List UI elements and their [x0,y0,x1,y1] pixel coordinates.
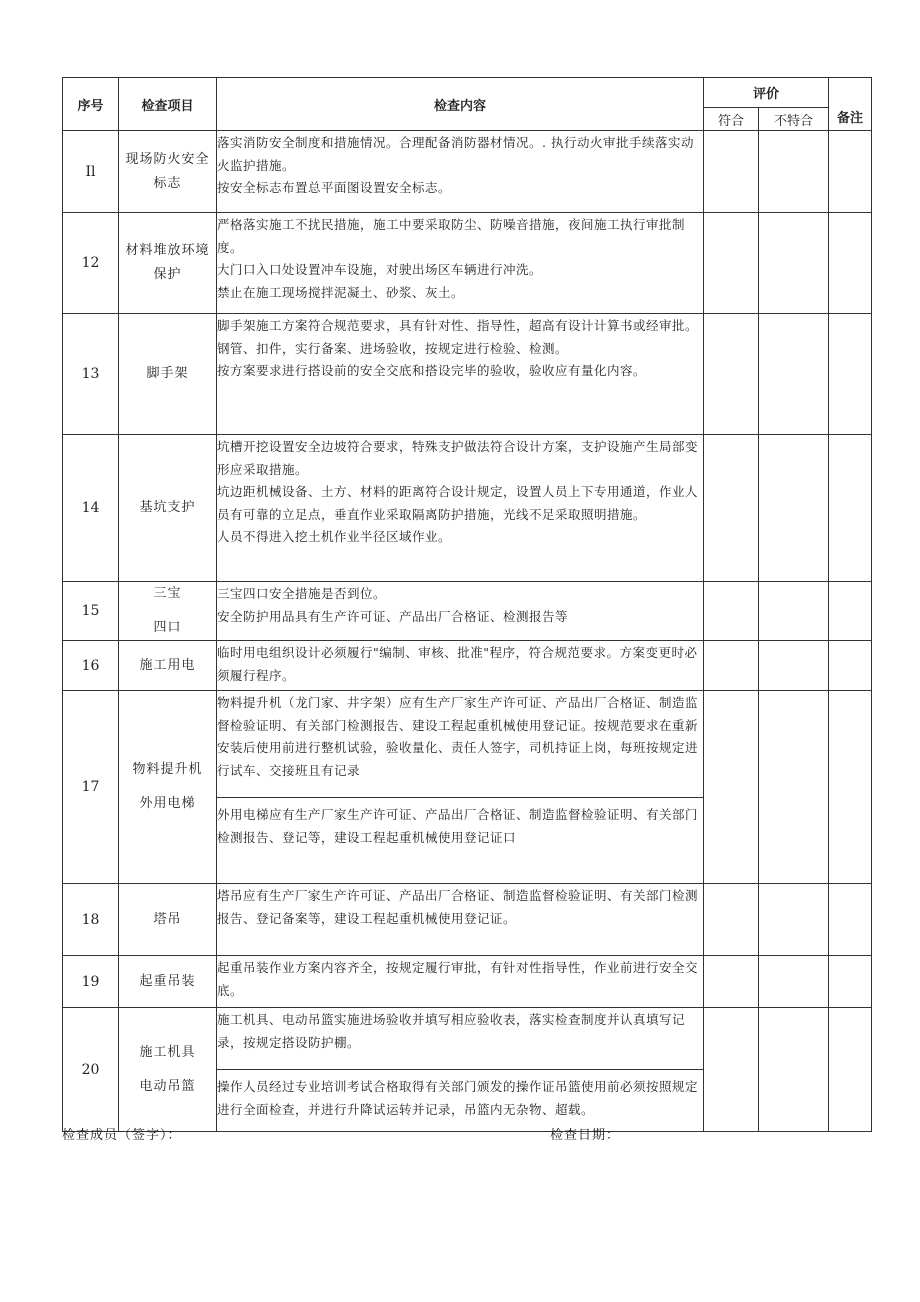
header-evaluation: 评价 [704,78,829,108]
check-content-line: 施工机具、电动吊篮实施进场验收并填写相应验收表，落实检查制度并认真填写记录，按规定搭设防护棚。 [217,1012,686,1050]
check-content-group [217,213,703,305]
check-content-group [217,1069,703,1122]
header-not-conform: 不特合 [759,108,829,131]
row-number: 17 [63,691,119,884]
conform-cell[interactable] [704,641,759,691]
check-content-line: 钢管、扣件，实行备案、进场验收，按规定进行检验、检测。 [217,340,569,356]
row-number: 19 [63,956,119,1008]
check-content-line: 安全防护用品具有生产许可证、产品出厂合格证、检测报告等 [217,608,569,624]
check-item [119,131,217,213]
conform-cell[interactable] [704,131,759,213]
check-content-line: 按安全标志布置总平面图设置安全标志。 [217,180,452,195]
not-conform-cell[interactable] [759,435,829,582]
check-item-line: 物料提升机 [132,762,203,777]
check-content-line: 大门口入口处设置冲车设施，对驶出场区车辆进行冲洗。 [217,262,543,277]
check-content [217,582,704,641]
check-content-group [217,797,703,850]
check-content-line: 起重吊装作业方案内容齐全，按规定履行审批，有针对性指导性，作业前进行安全交底。 [217,960,699,998]
conform-cell[interactable] [704,213,759,314]
check-content-line: 禁止在施工现场搅拌泥凝土、砂浆、灰土。 [217,284,465,300]
check-content-group [217,956,703,1003]
not-conform-cell[interactable] [759,314,829,435]
check-item [119,582,217,641]
remark-cell[interactable] [829,641,872,691]
remark-cell[interactable] [829,314,872,435]
row-number: 12 [63,213,119,314]
check-item-line: 现场防火安全标志 [125,151,210,191]
table-body [63,131,872,1132]
check-content-line: 外用电梯应有生产厂家生产许可证、产品出厂合格证、制造监督检验证明、有关部门检测报告、登记等，建设工程起重机械使用登记证口 [217,807,699,845]
check-content [217,435,704,582]
check-item [119,956,217,1008]
check-item-line: 基坑支护 [139,500,196,515]
remark-cell[interactable] [829,582,872,641]
remark-cell[interactable] [829,213,872,314]
check-item [119,691,217,884]
check-item-line: 施工机具 [139,1044,196,1060]
table-row [63,314,872,435]
not-conform-cell[interactable] [759,956,829,1008]
check-item-line: 施工用电 [139,657,196,673]
check-content [217,884,704,956]
conform-cell[interactable] [704,884,759,956]
not-conform-cell[interactable] [759,884,829,956]
check-content-line: 坑槽开挖设置安全边坡符合要求，特殊支护做法符合设计方案，支护设施产生局部变形应采取措施。 [217,439,699,477]
check-content [217,213,704,314]
remark-cell[interactable] [829,956,872,1008]
remark-cell[interactable] [829,435,872,582]
table-row [63,131,872,213]
table-row [63,884,872,956]
check-content-group [217,131,703,201]
table-row [63,956,872,1008]
check-content-group [217,435,703,550]
check-item-line: 电动吊篮 [139,1078,196,1094]
conform-cell[interactable] [704,582,759,641]
check-content [217,131,704,213]
check-content [217,691,704,884]
check-content-line: 三宝四口安全措施是否到位。 [217,586,387,601]
check-item-line: 四口 [153,620,182,635]
not-conform-cell[interactable] [759,582,829,641]
table-row [63,582,872,641]
check-content [217,314,704,435]
check-content-group [217,1008,703,1055]
table-row [63,1008,872,1132]
check-item-line: 外用电梯 [139,796,196,811]
check-content-line: 物料提升机（龙门家、井字架）应有生产厂家生产许可证、产品出厂合格证、制造监督检验证明、有关部门检测报告、建设工程起重机械使用登记证。按规范要求在重新安装后使用前进行整机试验，验收量化、责任人签字，司机持证上岗，每班按规定进行试车、交接班且有记录 [217,695,699,778]
inspection-date-label: 检查日期： [550,1128,621,1143]
table-row [63,691,872,884]
table-row [63,435,872,582]
check-content-line: 坑边距机械设备、土方、材料的距离符合设计规定，设置人员上下专用通道，作业人员有可靠的立足点，垂直作业采取隔离防护措施，光线不足采取照明措施。 [217,484,699,522]
row-number: 14 [63,435,119,582]
header-content: 检查内容 [217,78,704,131]
remark-cell[interactable] [829,691,872,884]
check-item-line: 起重吊装 [139,973,196,989]
check-content-group [217,641,703,688]
conform-cell[interactable] [704,314,759,435]
check-item [119,314,217,435]
check-item-line: 塔吊 [153,911,182,927]
inspector-signature-label: 检查成员（签字）： [62,1128,182,1143]
row-number: Il [63,131,119,213]
row-number: 18 [63,884,119,956]
not-conform-cell[interactable] [759,213,829,314]
remark-cell[interactable] [829,131,872,213]
row-number: 15 [63,582,119,641]
check-content [217,641,704,691]
check-content-line: 按方案要求进行搭设前的安全交底和搭设完毕的验收，验收应有量化内容。 [217,363,647,378]
row-number: 20 [63,1008,119,1132]
conform-cell[interactable] [704,435,759,582]
check-content-line: 临时用电组织设计必须履行"编制、审核、批准"程序，符合规范要求。方案变更时必须履行程序。 [217,645,698,683]
check-content-line: 塔吊应有生产厂家生产许可证、产品出厂合格证、制造监督检验证明、有关部门检测报告、登记备案等，建设工程起重机械使用登记证。 [217,888,699,926]
row-number: 16 [63,641,119,691]
not-conform-cell[interactable] [759,131,829,213]
check-content-group [217,314,703,384]
remark-cell[interactable] [829,1008,872,1132]
check-content-group [217,691,703,783]
check-content-group [217,582,703,629]
check-item-line: 材料堆放环境保护 [125,243,210,282]
check-item [119,884,217,956]
check-item-line: 三宝 [153,586,182,601]
check-content-line: 落实消防安全制度和措施情况。合理配备消防器材情况。. 执行动火审批手续落实动火监护措施。 [217,135,694,173]
conform-cell[interactable] [704,956,759,1008]
check-content-group [217,884,703,931]
check-content-line: 严格落实施工不扰民措施，施工中要采取防尘、防噪音措施，夜间施工执行审批制度。 [217,217,686,255]
check-content-line: 操作人员经过专业培训考试合格取得有关部门颁发的操作证吊篮使用前必须按照规定进行全面检查，并进行升降试运转并记录，吊篮内无杂物、超载。 [217,1079,699,1117]
conform-cell[interactable] [704,691,759,884]
table-row [63,641,872,691]
header-no: 序号 [63,78,119,131]
header-remark: 备注 [829,78,872,131]
inspection-table [62,77,872,1132]
check-content-line: 人员不得进入挖土机作业半径区域作业。 [217,529,452,544]
remark-cell[interactable] [829,884,872,956]
not-conform-cell[interactable] [759,641,829,691]
conform-cell[interactable] [704,1008,759,1132]
check-item [119,1008,217,1132]
not-conform-cell[interactable] [759,1008,829,1132]
check-item-line: 脚手架 [146,366,189,381]
header-conform: 符合 [704,108,759,131]
check-item [119,213,217,314]
table-row [63,213,872,314]
check-content [217,956,704,1008]
check-content [217,1008,704,1132]
not-conform-cell[interactable] [759,691,829,884]
row-number: 13 [63,314,119,435]
check-item [119,435,217,582]
header-item: 检查项目 [119,78,217,131]
check-item [119,641,217,691]
check-content-line: 脚手架施工方案符合规范要求，具有针对性、指导性，超高有设计计算书或经审批。 [217,318,699,333]
